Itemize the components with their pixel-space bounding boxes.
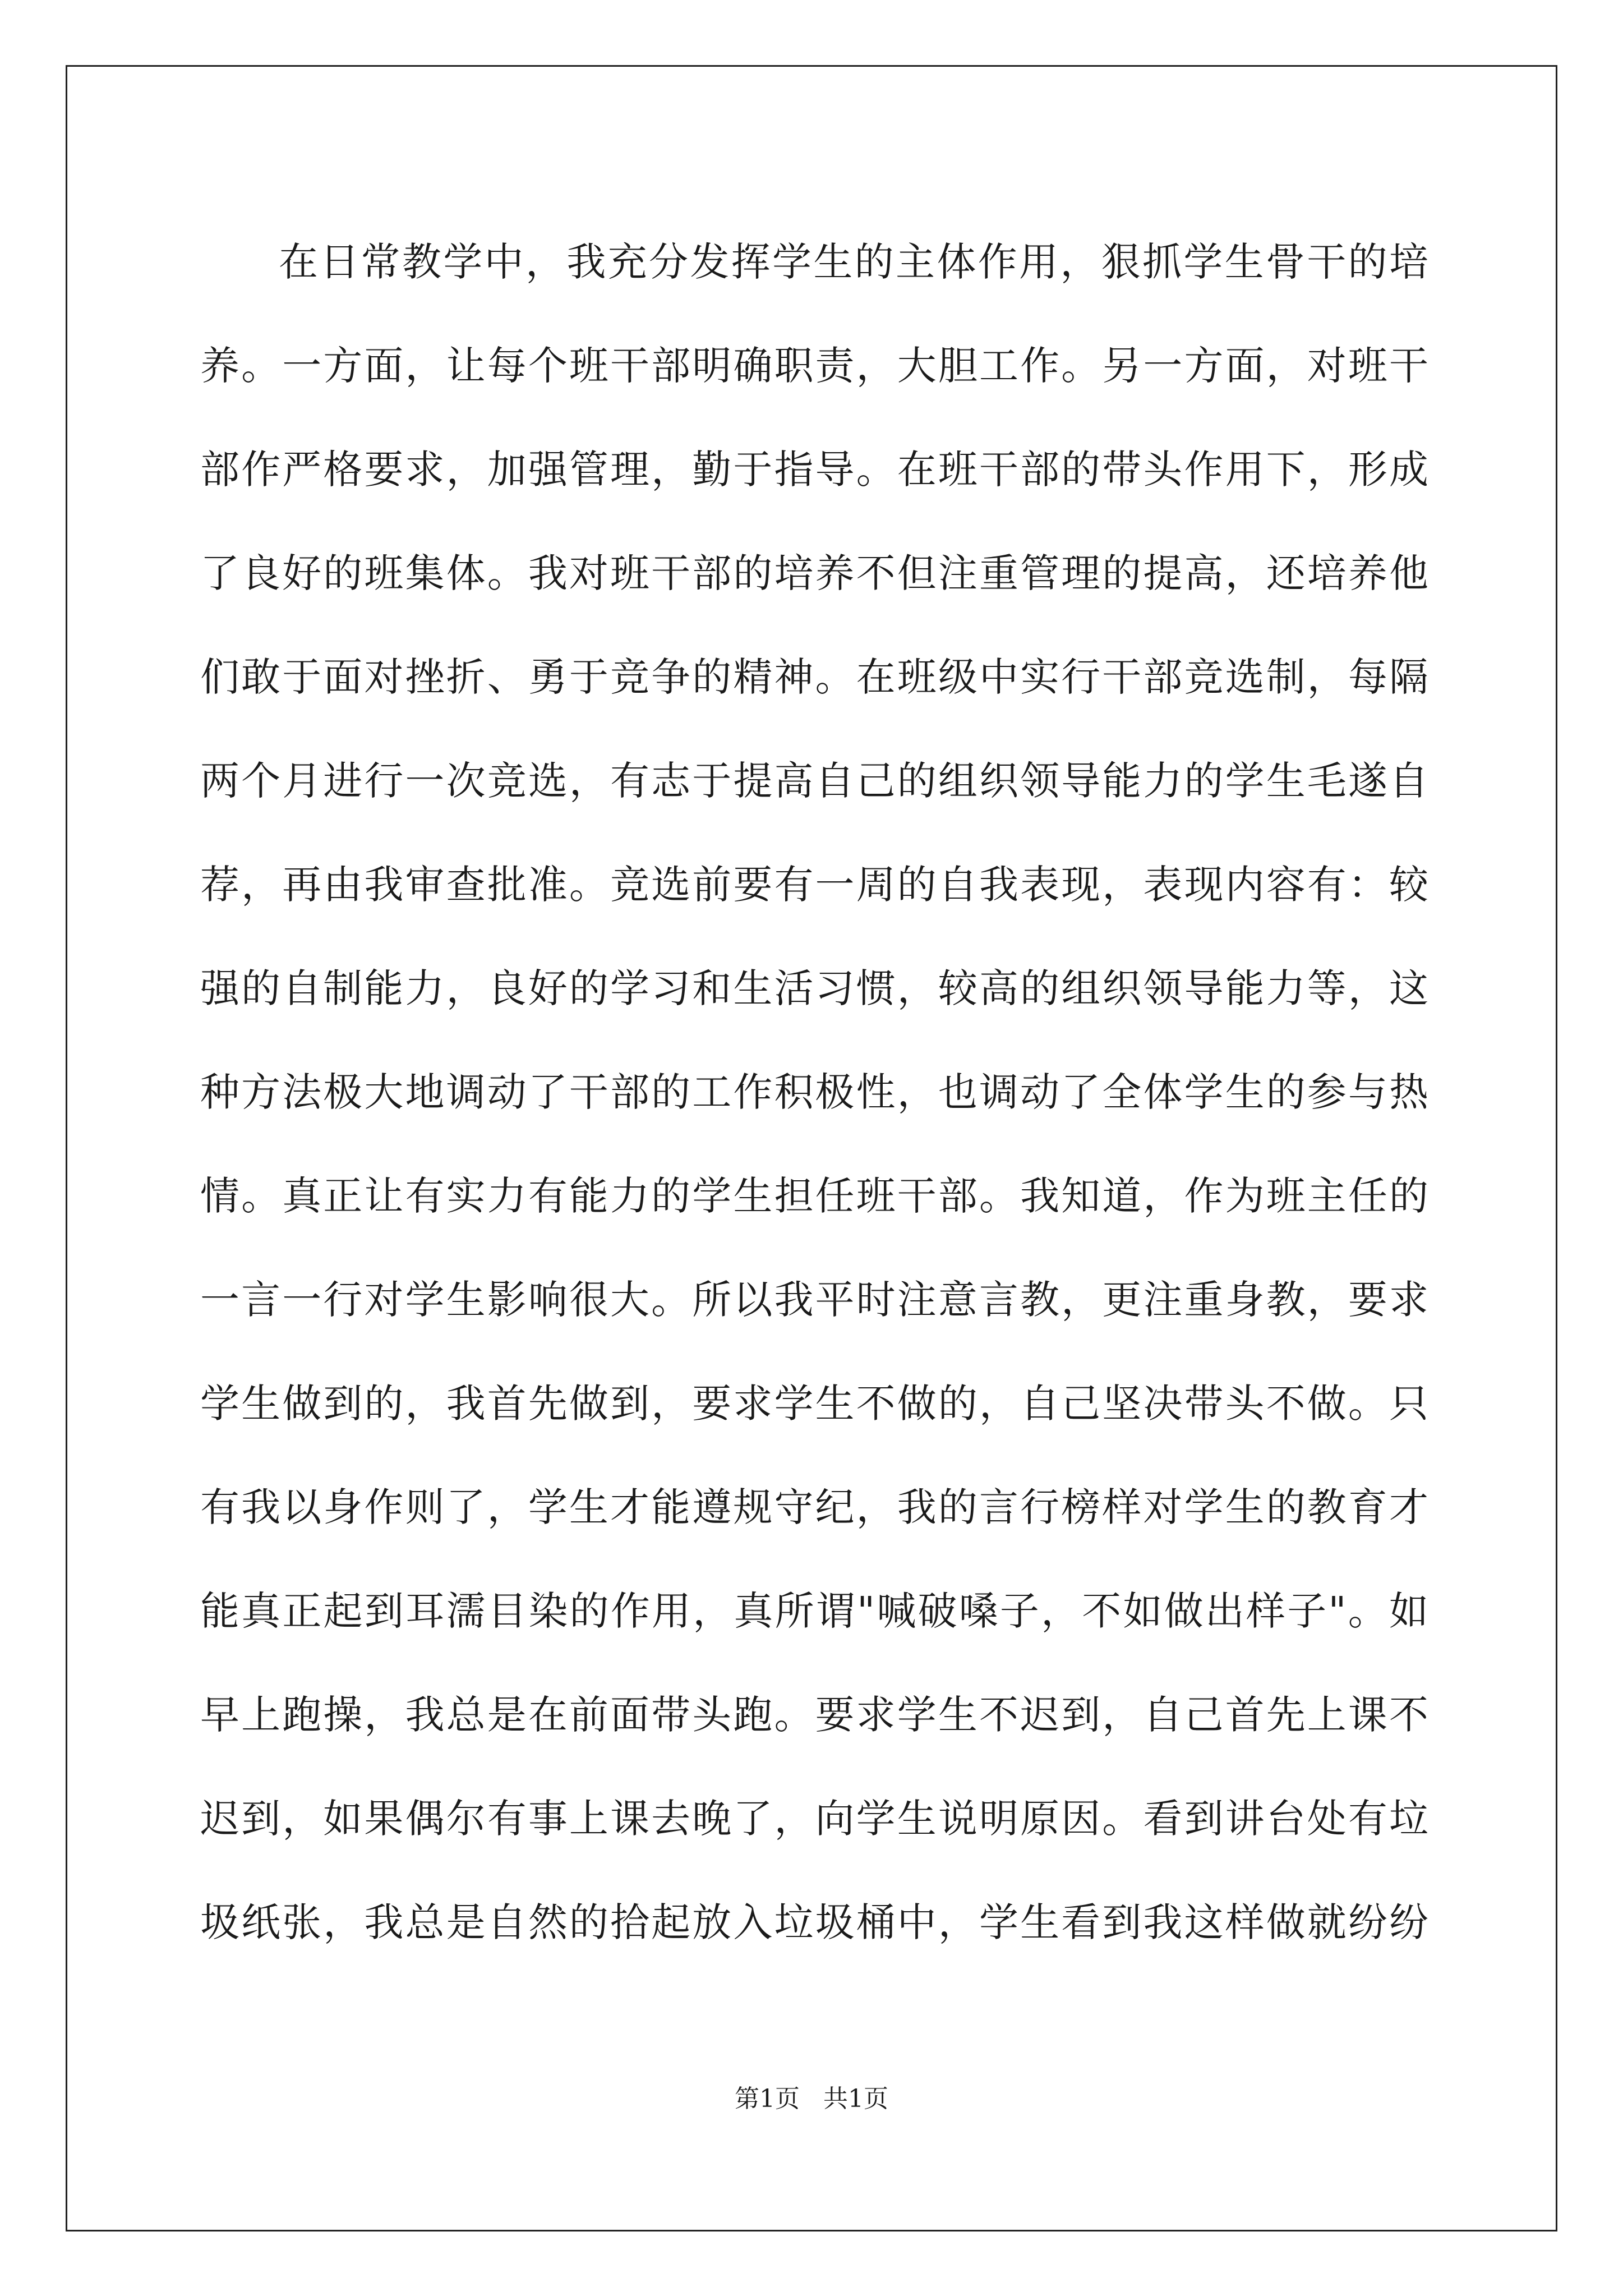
text-line: 情。真正让有实力有能力的学生担任班干部。我知道，作为班主任的 bbox=[200, 1173, 1428, 1219]
text-line: 早上跑操，我总是在前面带头跑。要求学生不迟到，自己首先上课不 bbox=[200, 1692, 1428, 1738]
text-line: 养。一方面，让每个班干部明确职责，大胆工作。另一方面，对班干 bbox=[200, 343, 1428, 389]
text-line: 荐，再由我审查批准。竞选前要有一周的自我表现，表现内容有：较 bbox=[200, 862, 1428, 908]
text-line: 迟到，如果偶尔有事上课去晚了，向学生说明原因。看到讲台处有垃 bbox=[200, 1796, 1428, 1842]
document-body bbox=[200, 210, 1428, 1975]
text-line: 种方法极大地调动了干部的工作积极性，也调动了全体学生的参与热 bbox=[200, 1069, 1428, 1115]
text-line: 一言一行对学生影响很大。所以我平时注意言教，更注重身教，要求 bbox=[200, 1277, 1428, 1323]
text-line: 强的自制能力，良好的学习和生活习惯，较高的组织领导能力等，这 bbox=[200, 965, 1428, 1011]
text-line: 了良好的班集体。我对班干部的培养不但注重管理的提高，还培养他 bbox=[200, 550, 1428, 596]
text-line: 有我以身作则了，学生才能遵规守纪，我的言行榜样对学生的教育才 bbox=[200, 1484, 1428, 1530]
text-line: 圾纸张，我总是自然的拾起放入垃圾桶中，学生看到我这样做就纷纷 bbox=[200, 1899, 1428, 1945]
text-line: 能真正起到耳濡目染的作用，真所谓"喊破嗓子，不如做出样子"。如 bbox=[200, 1588, 1428, 1634]
page-number-footer: 第1页 共1页 bbox=[735, 2085, 888, 2113]
text-line: 们敢于面对挫折、勇于竞争的精神。在班级中实行干部竞选制，每隔 bbox=[200, 654, 1428, 700]
text-line: 在日常教学中，我充分发挥学生的主体作用，狠抓学生骨干的培 bbox=[279, 239, 1428, 285]
text-line: 两个月进行一次竞选，有志于提高自己的组织领导能力的学生毛遂自 bbox=[200, 758, 1428, 804]
text-line: 学生做到的，我首先做到，要求学生不做的，自己坚决带头不做。只 bbox=[200, 1381, 1428, 1427]
text-line: 部作严格要求，加强管理，勤于指导。在班干部的带头作用下，形成 bbox=[200, 447, 1428, 493]
